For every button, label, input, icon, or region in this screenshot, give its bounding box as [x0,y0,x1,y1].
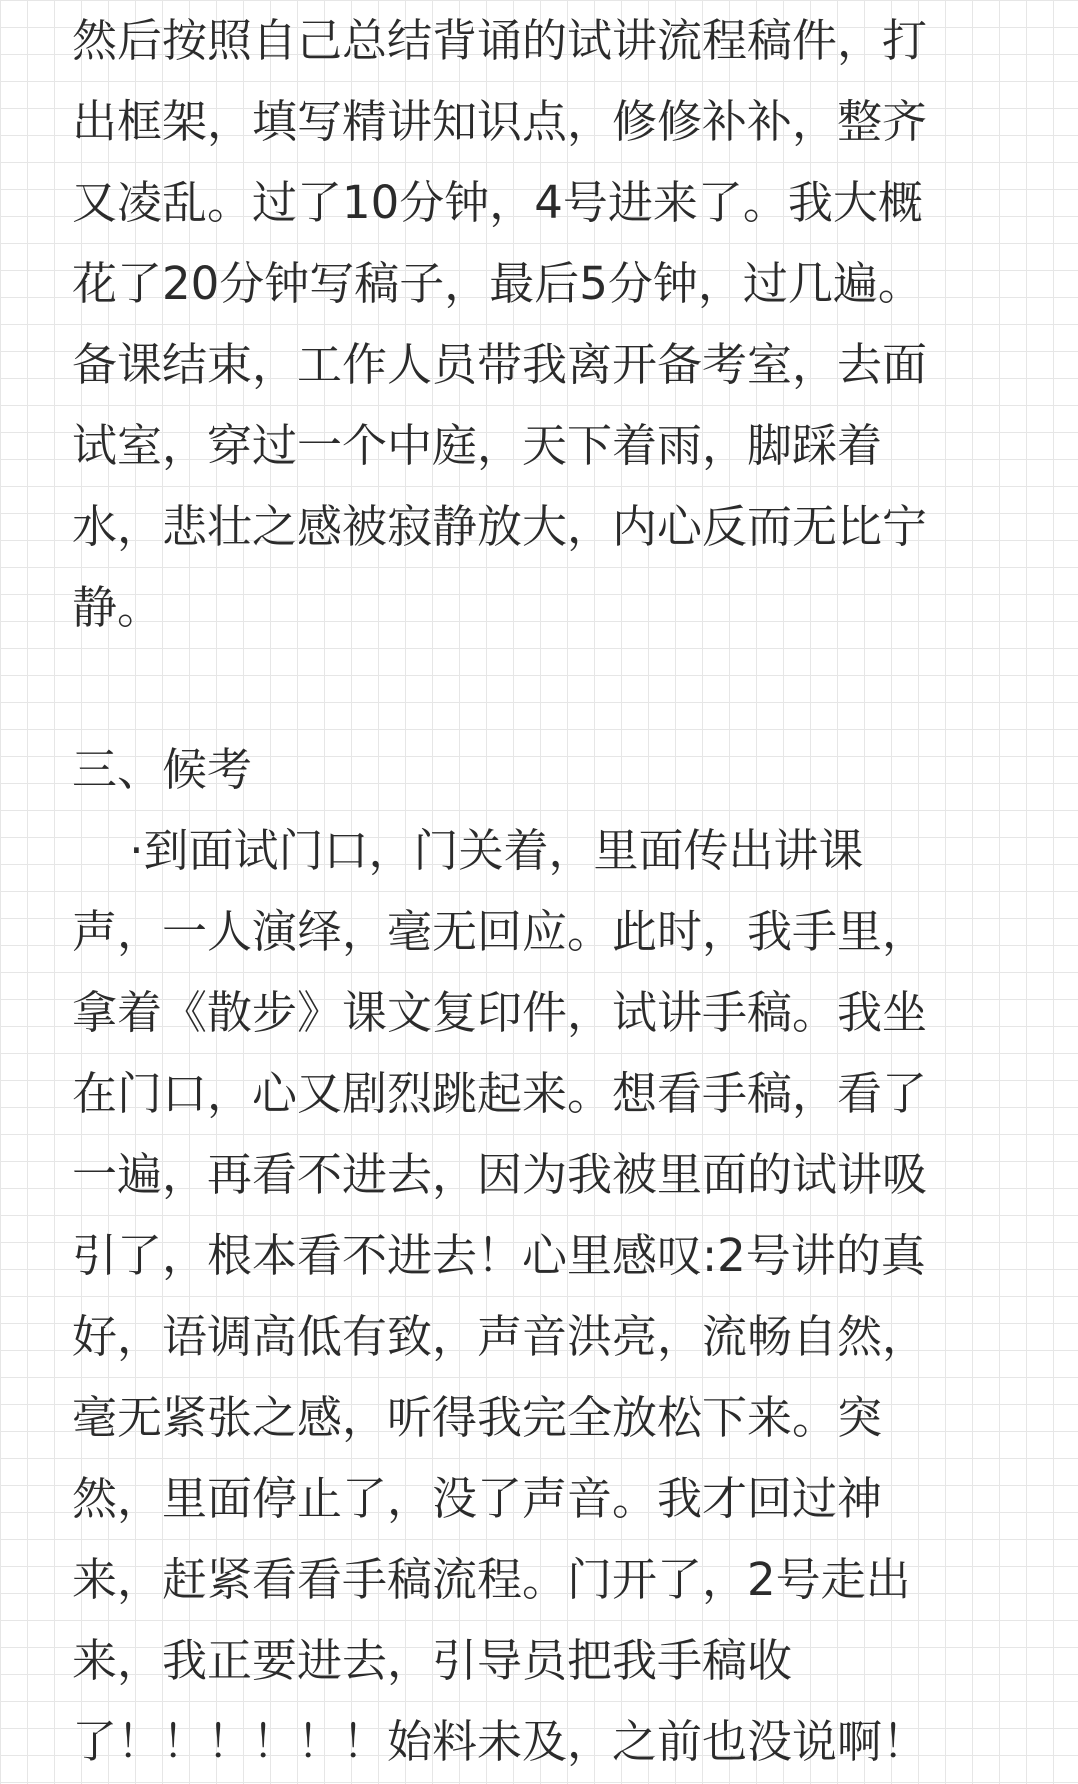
text-line: 出框架，填写精讲知识点，修修补补，整齐 [72,95,928,148]
text-line: 好，语调高低有致，声音洪亮，流畅自然， [72,1310,928,1363]
text-line: 又凌乱。过了10分钟，4号进来了。我大概 [72,176,923,229]
text-line: 花了20分钟写稿子，最后5分钟，过几遍。 [72,257,923,310]
text-line: 试室，穿过一个中庭，天下着雨，脚踩着 [72,419,883,472]
text-line: 水，悲壮之感被寂静放大，内心反而无比宁 [72,500,928,553]
text-line: 备课结束，工作人员带我离开备考室，去面 [72,338,928,391]
text-line: 静。 [72,581,163,634]
text-line: 了！！！！！！始料未及，之前也没说啊！ [72,1715,928,1768]
text-line: 一遍，再看不进去，因为我被里面的试讲吸 [72,1148,928,1201]
text-line: 拿着《散步》课文复印件，试讲手稿。我坐 [72,986,928,1039]
text-line: 来，我正要进去，引导员把我手稿收 [72,1634,793,1687]
paragraph-prep [72,0,1007,648]
text-line: 然，里面停止了，没了声音。我才回过神 [72,1472,883,1525]
note-content [72,0,1007,1782]
text-line: 引了，根本看不进去！心里感叹:2号讲的真 [72,1229,926,1282]
text-line: 来，赶紧看看手稿流程。门开了，2号走出 [72,1553,911,1606]
text-line: 在门口，心又剧烈跳起来。想看手稿，看了 [72,1067,928,1120]
section-heading: 三、候考 [72,743,253,796]
blank-line [72,648,1007,729]
text-line: ·到面试门口，门关着，里面传出讲课 [72,824,864,877]
text-line: 然后按照自己总结背诵的试讲流程稿件，打 [72,14,928,67]
paragraph-waiting [72,810,1007,1782]
text-line: 毫无紧张之感，听得我完全放松下来。突 [72,1391,883,1444]
text-line: 声，一人演绎，毫无回应。此时，我手里， [72,905,928,958]
